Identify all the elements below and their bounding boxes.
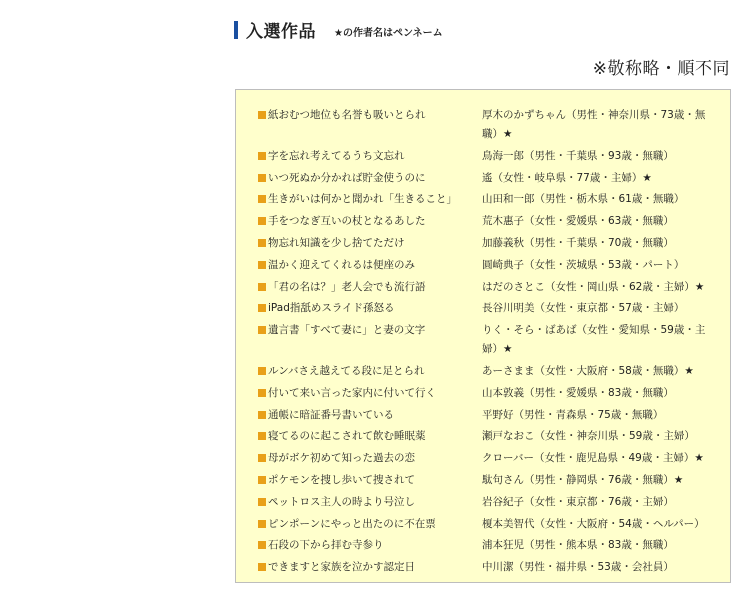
haiku-text: 手をつなぎ互いの杖となるあした [268, 215, 426, 228]
square-bullet-icon [258, 498, 266, 506]
entry-row [258, 234, 718, 253]
entry-row [258, 449, 718, 468]
square-bullet-icon [258, 326, 266, 334]
entry-row [258, 106, 718, 144]
haiku-cell [258, 190, 482, 209]
entry-row [258, 190, 718, 209]
haiku-text: 石段の下から拝む寺参り [268, 539, 384, 552]
haiku-text: 通帳に暗証番号書いている [268, 408, 394, 421]
entry-row [258, 278, 718, 297]
haiku-cell [258, 493, 482, 512]
haiku-cell [258, 558, 482, 577]
square-bullet-icon [258, 454, 266, 462]
haiku-cell [258, 406, 482, 425]
haiku-text: 「君の名は？」老人会でも流行語 [268, 280, 426, 293]
entry-row [258, 384, 718, 403]
haiku-cell [258, 471, 482, 490]
author-text: 浦本狂児（男性・熊本県・83歳・無職） [482, 539, 674, 552]
author-text: 圓崎典子（女性・茨城県・53歳・パート） [482, 258, 685, 271]
entry-row [258, 212, 718, 231]
haiku-cell [258, 278, 482, 297]
author-text: クローバー（女性・鹿児島県・49歳・主婦）★ [482, 452, 704, 465]
entry-row [258, 321, 718, 359]
author-text: 山田和一郎（男性・栃木県・61歳・無職） [482, 193, 685, 206]
section-title: 入選作品 [246, 22, 316, 42]
haiku-text: 温かく迎えてくれるは便座のみ [268, 258, 415, 271]
entries-box [235, 89, 731, 583]
haiku-cell [258, 321, 482, 340]
entry-row [258, 493, 718, 512]
haiku-text: 付いて来い言った家内に付いて行く [268, 386, 436, 399]
author-text: 鳥海一郎（男性・千葉県・93歳・無職） [482, 149, 674, 162]
haiku-cell [258, 536, 482, 555]
haiku-cell [258, 256, 482, 275]
square-bullet-icon [258, 195, 266, 203]
square-bullet-icon [258, 111, 266, 119]
entry-row [258, 536, 718, 555]
author-text: はだのさとこ（女性・岡山県・62歳・主婦）★ [482, 280, 705, 293]
entry-row [258, 515, 718, 534]
author-text: 厚木のかずちゃん（男性・神奈川県・73歳・無職）★ [482, 109, 706, 140]
entry-row [258, 406, 718, 425]
author-text: あーさまま（女性・大阪府・58歳・無職）★ [482, 364, 694, 377]
haiku-text: 母がボケ初めて知った過去の恋 [268, 452, 415, 465]
square-bullet-icon [258, 304, 266, 312]
square-bullet-icon [258, 476, 266, 484]
haiku-text: ポケモンを捜し歩いて捜されて [268, 473, 415, 486]
haiku-cell [258, 147, 482, 166]
square-bullet-icon [258, 283, 266, 291]
author-text: 中川潔（男性・福井県・53歳・会社員） [482, 561, 674, 574]
haiku-text: ペットロス主人の時より号泣し [268, 495, 415, 508]
haiku-cell [258, 362, 482, 381]
entry-row [258, 147, 718, 166]
haiku-text: 遺言書「すべて妻に」と妻の文字 [268, 324, 426, 337]
haiku-text: いつ死ぬか分かれば貯金使うのに [268, 171, 426, 184]
entry-row [258, 169, 718, 188]
haiku-text: 字を忘れ考えてるうち文忘れ [268, 149, 405, 162]
heading-accent-bar [234, 21, 238, 39]
haiku-cell [258, 515, 482, 534]
haiku-cell [258, 212, 482, 231]
haiku-cell [258, 106, 482, 125]
author-text: 岩谷紀子（女性・東京都・76歳・主婦） [482, 495, 674, 508]
square-bullet-icon [258, 432, 266, 440]
square-bullet-icon [258, 541, 266, 549]
author-text: 榎本美智代（女性・大阪府・54歳・ヘルパー） [482, 517, 705, 530]
square-bullet-icon [258, 152, 266, 160]
entry-row [258, 427, 718, 446]
haiku-cell [258, 169, 482, 188]
haiku-cell [258, 234, 482, 253]
author-text: りく・そら・ばあば（女性・愛知県・59歳・主婦）★ [482, 324, 706, 356]
honorific-note: ※敬称略・順不同 [592, 59, 730, 79]
haiku-text: 寝てるのに起こされて飲む睡眠薬 [268, 430, 426, 443]
haiku-cell [258, 449, 482, 468]
haiku-cell [258, 427, 482, 446]
square-bullet-icon [258, 367, 266, 375]
square-bullet-icon [258, 563, 266, 571]
square-bullet-icon [258, 174, 266, 182]
author-text: 加藤義秋（男性・千葉県・70歳・無職） [482, 236, 674, 249]
haiku-cell [258, 384, 482, 403]
square-bullet-icon [258, 217, 266, 225]
entry-row [258, 299, 718, 318]
haiku-text: ピンポーンにやっと出たのに不在票 [268, 517, 436, 530]
author-text: 平野好（男性・青森県・75歳・無職） [482, 408, 664, 421]
pen-name-note: ★の作者名はペンネーム [334, 28, 443, 39]
haiku-text: 紙おむつ地位も名誉も吸いとられ [268, 109, 426, 121]
entry-row [258, 558, 718, 577]
haiku-text: ルンバさえ越えてる段に足とられ [268, 364, 425, 377]
author-text: 山本敦義（男性・愛媛県・83歳・無職） [482, 386, 674, 399]
haiku-text: iPad指舐めスライド孫怒る [268, 302, 395, 315]
section-heading [234, 17, 443, 42]
author-text: 駄句さん（男性・静岡県・76歳・無職）★ [482, 473, 684, 486]
author-text: 長谷川明美（女性・東京都・57歳・主婦） [482, 302, 685, 315]
entry-row [258, 256, 718, 275]
haiku-cell [258, 299, 482, 318]
haiku-text: できますと家族を泣かす認定日 [268, 561, 415, 574]
author-text: 瀬戸なおこ（女性・神奈川県・59歳・主婦） [482, 430, 695, 443]
square-bullet-icon [258, 520, 266, 528]
entry-row [258, 362, 718, 381]
square-bullet-icon [258, 411, 266, 419]
author-text: 荒木惠子（女性・愛媛県・63歳・無職） [482, 215, 674, 228]
haiku-text: 物忘れ知識を少し捨てただけ [268, 236, 405, 249]
haiku-text: 生きがいは何かと聞かれ「生きること」 [268, 193, 457, 206]
entry-row [258, 471, 718, 490]
square-bullet-icon [258, 389, 266, 397]
square-bullet-icon [258, 239, 266, 247]
square-bullet-icon [258, 261, 266, 269]
author-text: 遙（女性・岐阜県・77歳・主婦）★ [482, 171, 652, 184]
